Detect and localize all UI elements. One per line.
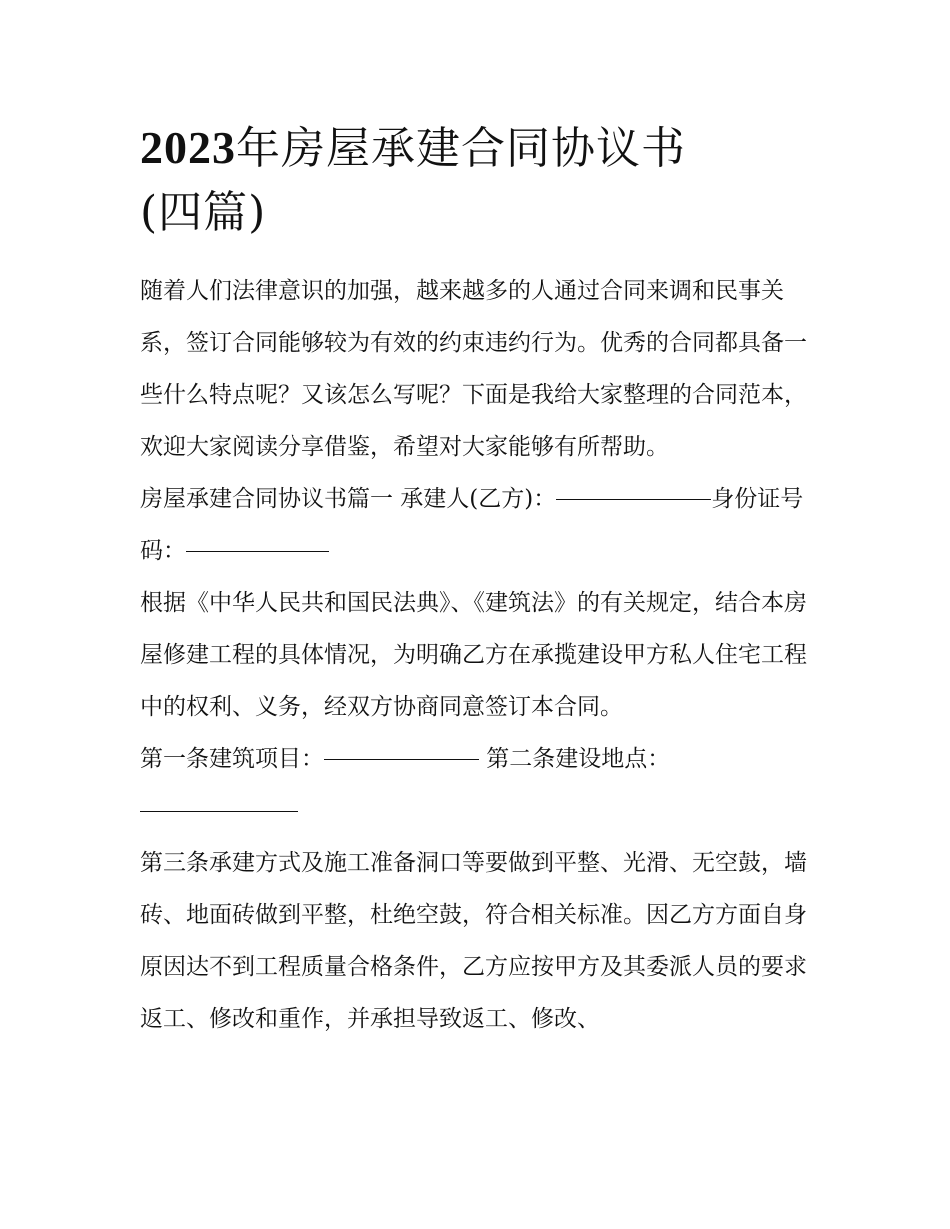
contractor-paragraph xyxy=(140,473,820,577)
title-text: 年房屋承建合同协议书 xyxy=(236,123,686,174)
legal-basis-paragraph: 根据《中华人民共和国民法典》、《建筑法》的有关规定，结合本房屋修建工程的具体情况，为明确乙方在承揽建设甲方私人住宅工程中的权利、义务，经双方协商同意签订本合同。 xyxy=(140,590,807,720)
project-blank xyxy=(324,729,479,760)
article-2-label: 第二条建设地点： xyxy=(479,746,671,772)
article-1-label: 第一条建筑项目： xyxy=(140,746,324,772)
document-body xyxy=(140,265,820,1045)
intro-paragraph: 随着人们法律意识的加强，越来越多的人通过合同来调和民事关系，签订合同能够较为有效的约束违约行为。优秀的合同都具备一些什么特点呢？又该怎么写呢？下面是我给大家整理的合同范本，欢迎大家阅读分享借鉴，希望对大家能够有所帮助。 xyxy=(140,278,807,460)
document-title xyxy=(140,116,820,245)
id-number-label: 身份证号码： xyxy=(140,486,804,564)
article-1-2-paragraph xyxy=(140,733,820,837)
article-3-paragraph: 第三条承建方式及施工准备洞口等要做到平整、光滑、无空鼓，墙砖、地面砖做到平整，杜绝空鼓，符合相关标准。因乙方方面自身原因达不到工程质量合格条件，乙方应按甲方及其委派人员的要求返工、修改和重作，并承担导致返工、修改、 xyxy=(140,850,807,1032)
document-content xyxy=(140,116,820,1045)
title-line-1 xyxy=(140,116,820,181)
contractor-name-blank xyxy=(556,469,711,500)
title-year: 2023 xyxy=(140,122,236,173)
location-blank xyxy=(140,781,298,812)
contractor-label: 房屋承建合同协议书篇一 承建人(乙方)： xyxy=(140,486,557,512)
title-line-2: (四篇) xyxy=(140,187,267,238)
id-number-blank xyxy=(186,521,329,552)
